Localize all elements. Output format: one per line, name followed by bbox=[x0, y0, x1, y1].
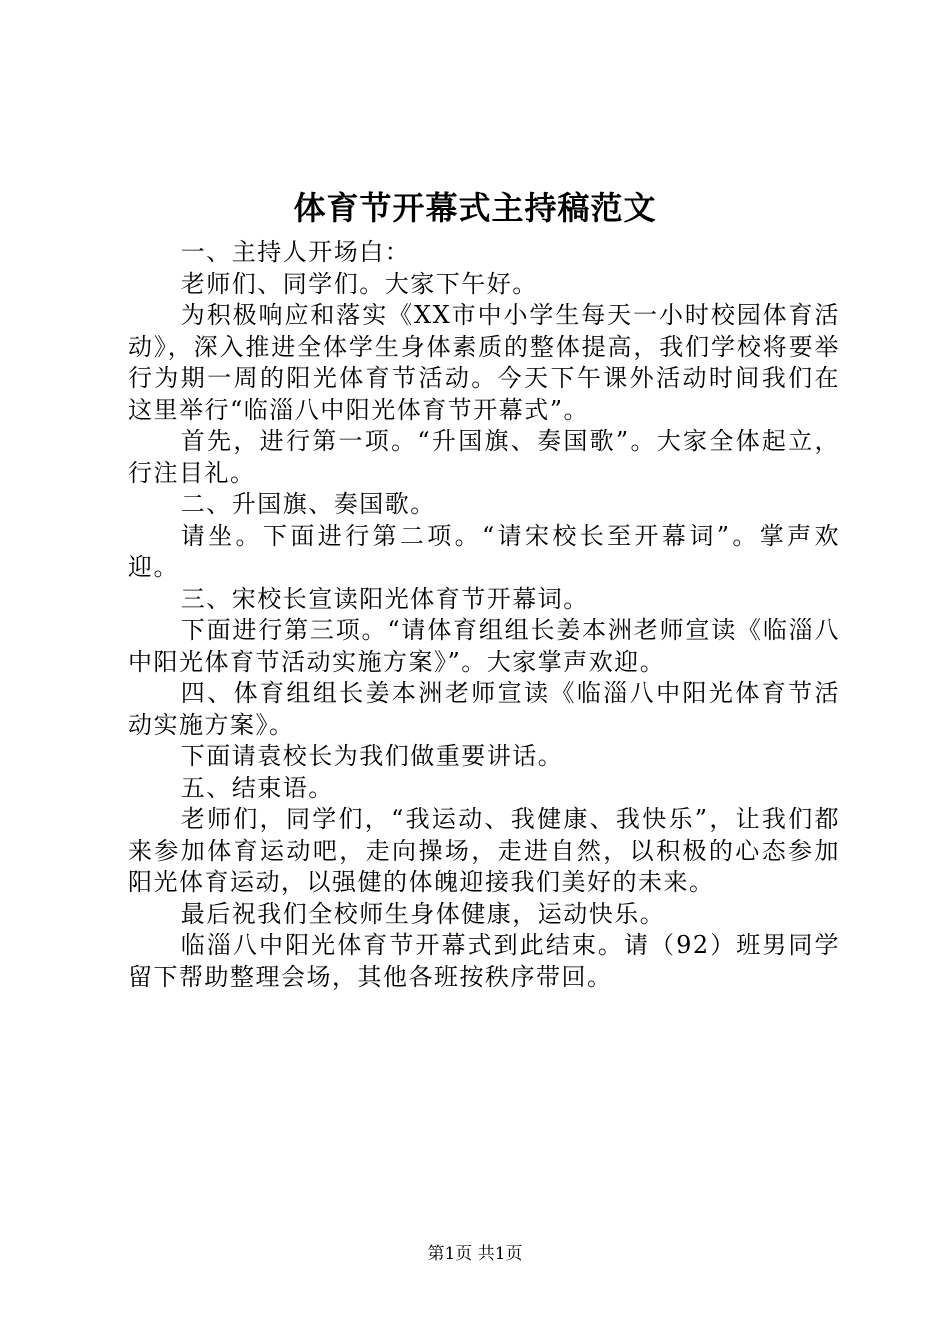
paragraph-section-two: 二、升国旗、奏国歌。 bbox=[180, 490, 436, 518]
paragraph-host-opening: 一、主持人开场白： bbox=[180, 238, 411, 266]
paragraph-greeting: 老师们、同学们。大家下午好。 bbox=[180, 269, 538, 298]
paragraph-third-item: 下面进行第三项。“请体育组组长姜本洲老师宣读《临淄八中阳光体育节活动实施方案》”。大家掌声欢迎。 bbox=[128, 616, 840, 676]
paragraph-section-five: 五、结束语。 bbox=[180, 773, 334, 802]
paragraph-first-item: 首先，进行第一项。“升国旗、奏国歌”。大家全体起立，行注目礼。 bbox=[128, 427, 840, 487]
paragraph-introduction: 为积极响应和落实《XX市中小学生每天一小时校园体育活动》，深入推进全体学生身体素质的整体提高，我们学校将要举行为期一周的阳光体育节活动。今天下午课外活动时间我们在这里举行“临淄八中阳光体育节开幕式”。 bbox=[128, 301, 840, 424]
paragraph-closing-remarks: 老师们，同学们，“我运动、我健康、我快乐”，让我们都来参加体育运动吧，走向操场，走进自然，以积极的心态参加阳光体育运动，以强健的体魄迎接我们美好的未来。 bbox=[128, 805, 840, 896]
paragraph-conclusion: 临淄八中阳光体育节开幕式到此结束。请（92）班男同学留下帮助整理会场，其他各班按秩序带回。 bbox=[128, 931, 840, 991]
paragraph-principal-speech: 下面请袁校长为我们做重要讲话。 bbox=[180, 742, 564, 770]
paragraph-section-three: 三、宋校长宣读阳光体育节开幕词。 bbox=[180, 584, 589, 613]
paragraph-section-four: 四、体育组组长姜本洲老师宣读《临淄八中阳光体育节活动实施方案》。 bbox=[128, 679, 840, 739]
page-number-footer: 第1页 共1页 bbox=[427, 1244, 523, 1264]
document-body bbox=[128, 237, 840, 993]
paragraph-wishes: 最后祝我们全校师生身体健康，运动快乐。 bbox=[180, 899, 666, 928]
paragraph-second-item: 请坐。下面进行第二项。“请宋校长至开幕词”。掌声欢迎。 bbox=[128, 521, 840, 581]
document-title: 体育节开幕式主持稿范文 bbox=[293, 189, 657, 227]
